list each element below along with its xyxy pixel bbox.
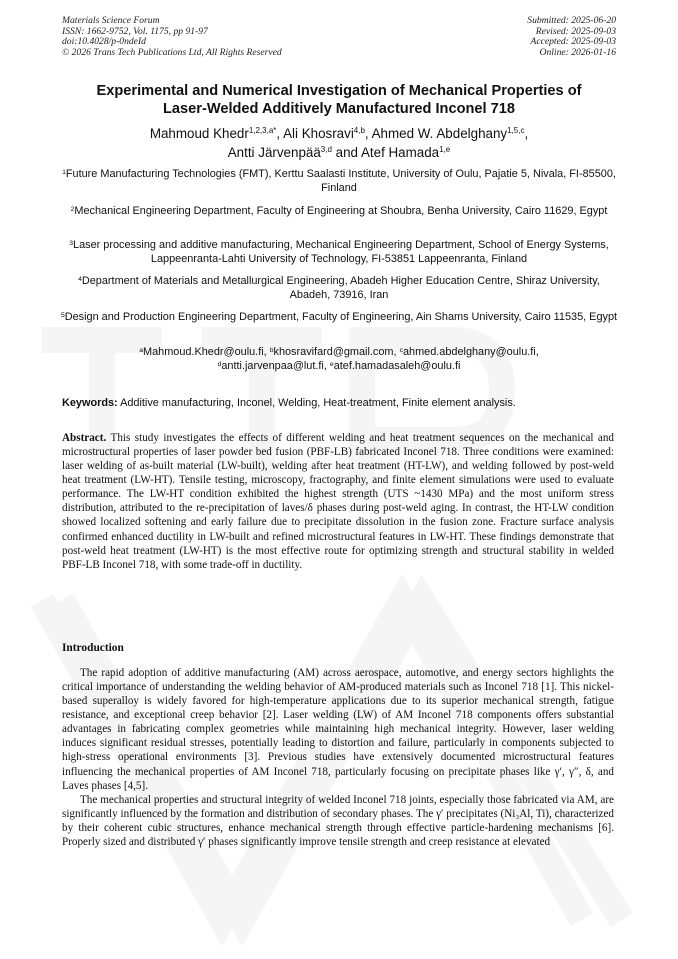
- author-sep: ,: [364, 126, 372, 141]
- author-name: Atef Hamada: [360, 144, 440, 160]
- affiliation-sup: 3: [69, 240, 74, 247]
- title-line-2: Laser-Welded Additively Manufactured Inconel 718: [163, 101, 515, 118]
- introduction-paragraph-1: The rapid adoption of additive manufacturing (AM) across aerospace, automotive, and energy sectors highlights the critical importance of understanding the welding behavior of AM-produced materials such as Inconel 718 [1]. This nickel-based superalloy is widely favored for high-temperature applications due to its superior mechanical strength, fatigue resistance, and exceptional creep behavior [2]. Laser welding (LW) of AM Inconel 718 components offers substantial advantages in fabricating complex geometries while maintaining high mechanical integrity. However, laser welding induces significant residual stresses, potentially leading to distortion and failure, particularly in components subjected to high-stress operational environments [3]. Previous studies have extensively documented microstructural features influencing the mechanical properties of AM Inconel 718, particularly focusing on precipitate phases like γ′, γ″, δ, and Laves phases [4,5].: [62, 667, 614, 792]
- email-sep: ,: [535, 346, 539, 358]
- affiliation-5: [60, 311, 618, 325]
- author-name: Ali Khosravi: [283, 126, 354, 141]
- online-date: Online: 2026-01-16: [539, 46, 616, 58]
- keywords-text: Additive manufacturing, Inconel, Welding, Heat-treatment, Finite element analysis.: [117, 397, 516, 409]
- affiliation-sup: 4: [78, 276, 82, 283]
- accepted-date: Accepted: 2025-09-03: [530, 36, 616, 48]
- affiliation-sup: 2: [70, 206, 75, 213]
- email-address[interactable]: atef.hamadasaleh@oulu.fi: [333, 359, 461, 372]
- dates-header: [527, 16, 616, 58]
- email-sup: d: [217, 360, 222, 368]
- email-sup: e: [329, 360, 334, 368]
- introduction-body: [62, 666, 614, 849]
- email-sup: c: [399, 347, 403, 354]
- email-sup: a: [139, 347, 144, 354]
- email-address[interactable]: antti.jarvenpaa@lut.fi: [221, 359, 324, 372]
- keywords-line: [62, 397, 618, 411]
- email-address[interactable]: ahmed.abdelghany@oulu.fi: [402, 346, 536, 358]
- affiliation-text: Department of Materials and Metallurgical Engineering, Abadeh Higher Education Centre, Shiraz University, Abadeh, 73916, Iran: [81, 275, 600, 301]
- author-name: Antti Järvenpää: [227, 144, 321, 160]
- introduction-paragraph-2: The mechanical properties and structural integrity of welded Inconel 718 joints, especially those fabricated via AM, are significantly influenced by the formation and distribution of secondary phases. The γ′ precipitates (Ni₃Al, Ti), characterized by their coherent cubic structures, enhance mechanical strength through effective particle-hardening mechanisms [6]. Properly sized and distributed γ′ phases significantly improve tensile strength and creep resistance at elevated: [62, 793, 614, 848]
- issn-line: ISSN: 1662-9752, Vol. 1175, pp 91-97: [62, 25, 208, 37]
- affiliation-1: [60, 168, 618, 196]
- abstract-text: This study investigates the effects of different welding and heat treatment sequences on the mechanical and microstructural properties of laser powder bed fusion (PBF-LB) fabricated Inconel 718. Three conditions were examined: laser welding of as-built material (LW-built), welding after heat treatment (HT-LW), and welding followed by post-weld heat treatment (LW-HT). Tensile testing, microscopy, fractography, and finite element simulations were used to evaluate performance. The LW-HT condition exhibited the highest strength (UTS ~1430 MPa) and the most uniform stress distribution, attributed to the re-precipitation of laves/δ phases during post-weld aging. In contrast, the HT-LW condition showed localized softening and early failure due to precipitate dissolution in the fusion zone. Fracture surface analysis confirmed enhanced ductility in LW-built and refined microstructural features in LW-HT. These findings demonstrate that post-weld heat treatment (LW-HT) is the most effective route for optimizing strength and structural stability in welded PBF-LB Inconel 718, with some trade-off in ductility.: [62, 432, 614, 571]
- author-name: Ahmed W. Abdelghany: [371, 126, 508, 141]
- copyright-line: © 2026 Trans Tech Publications Ltd, All Rights Reserved: [62, 46, 282, 58]
- author-and: and: [331, 144, 361, 160]
- author-name: Mahmoud Khedr: [149, 126, 249, 141]
- author-list: [52, 125, 626, 162]
- title-line-1: Experimental and Numerical Investigation of Mechanical Properties of: [96, 83, 582, 99]
- affiliation-text: Laser processing and additive manufacturing, Mechanical Engineering Department, School of Energy Systems, Lappeenranta-Lahti University of Technology, FI-53851 Lappeenranta, Finland: [73, 239, 609, 265]
- affiliation-text: Design and Production Engineering Department, Faculty of Engineering, Ain Shams University, Cairo 11535, Egypt: [64, 311, 618, 323]
- affiliation-sup: 5: [60, 312, 65, 319]
- submitted-date: Submitted: 2025-06-20: [527, 15, 616, 26]
- author-sep: ,: [276, 126, 284, 141]
- author-sep: ,: [524, 126, 529, 141]
- email-address[interactable]: khosravifard@gmail.com: [273, 346, 394, 358]
- affiliation-text: Mechanical Engineering Department, Faculty of Engineering at Shoubra, Benha University, Cairo 11629, Egypt: [74, 205, 608, 217]
- email-sup: b: [269, 347, 274, 354]
- author-sup: 1,2,3,a*: [248, 126, 277, 135]
- introduction-heading: Introduction: [62, 642, 124, 654]
- journal-name: Materials Science Forum: [62, 15, 160, 26]
- keywords-label: Keywords:: [62, 397, 118, 409]
- affiliation-3: [60, 239, 618, 267]
- email-sep: ,: [323, 359, 330, 372]
- affiliation-sup: 1: [62, 169, 66, 176]
- author-sup: 1,e: [439, 144, 451, 154]
- abstract-label: Abstract.: [62, 432, 107, 444]
- email-address[interactable]: Mahmoud.Khedr@oulu.fi: [143, 346, 264, 358]
- author-sup: 1,5,c: [507, 126, 525, 135]
- abstract-block: [62, 431, 614, 572]
- paper-title: [52, 82, 626, 119]
- journal-header: [62, 16, 282, 58]
- email-list: [60, 346, 618, 374]
- doi-line: doi:10.4028/p-0ndeId: [62, 36, 146, 48]
- revised-date: Revised: 2025-09-03: [535, 25, 616, 37]
- email-sep: ,: [393, 346, 400, 358]
- affiliation-2: [60, 205, 618, 219]
- author-sup: 3,d: [320, 144, 332, 154]
- author-sup: 4,b: [353, 126, 365, 135]
- affiliation-4: [60, 275, 618, 303]
- affiliation-text: Future Manufacturing Technologies (FMT), Kerttu Saalasti Institute, University of Oulu, Pajatie 5, Nivala, FI-85500, Finland: [65, 168, 616, 194]
- email-sep: ,: [263, 346, 270, 358]
